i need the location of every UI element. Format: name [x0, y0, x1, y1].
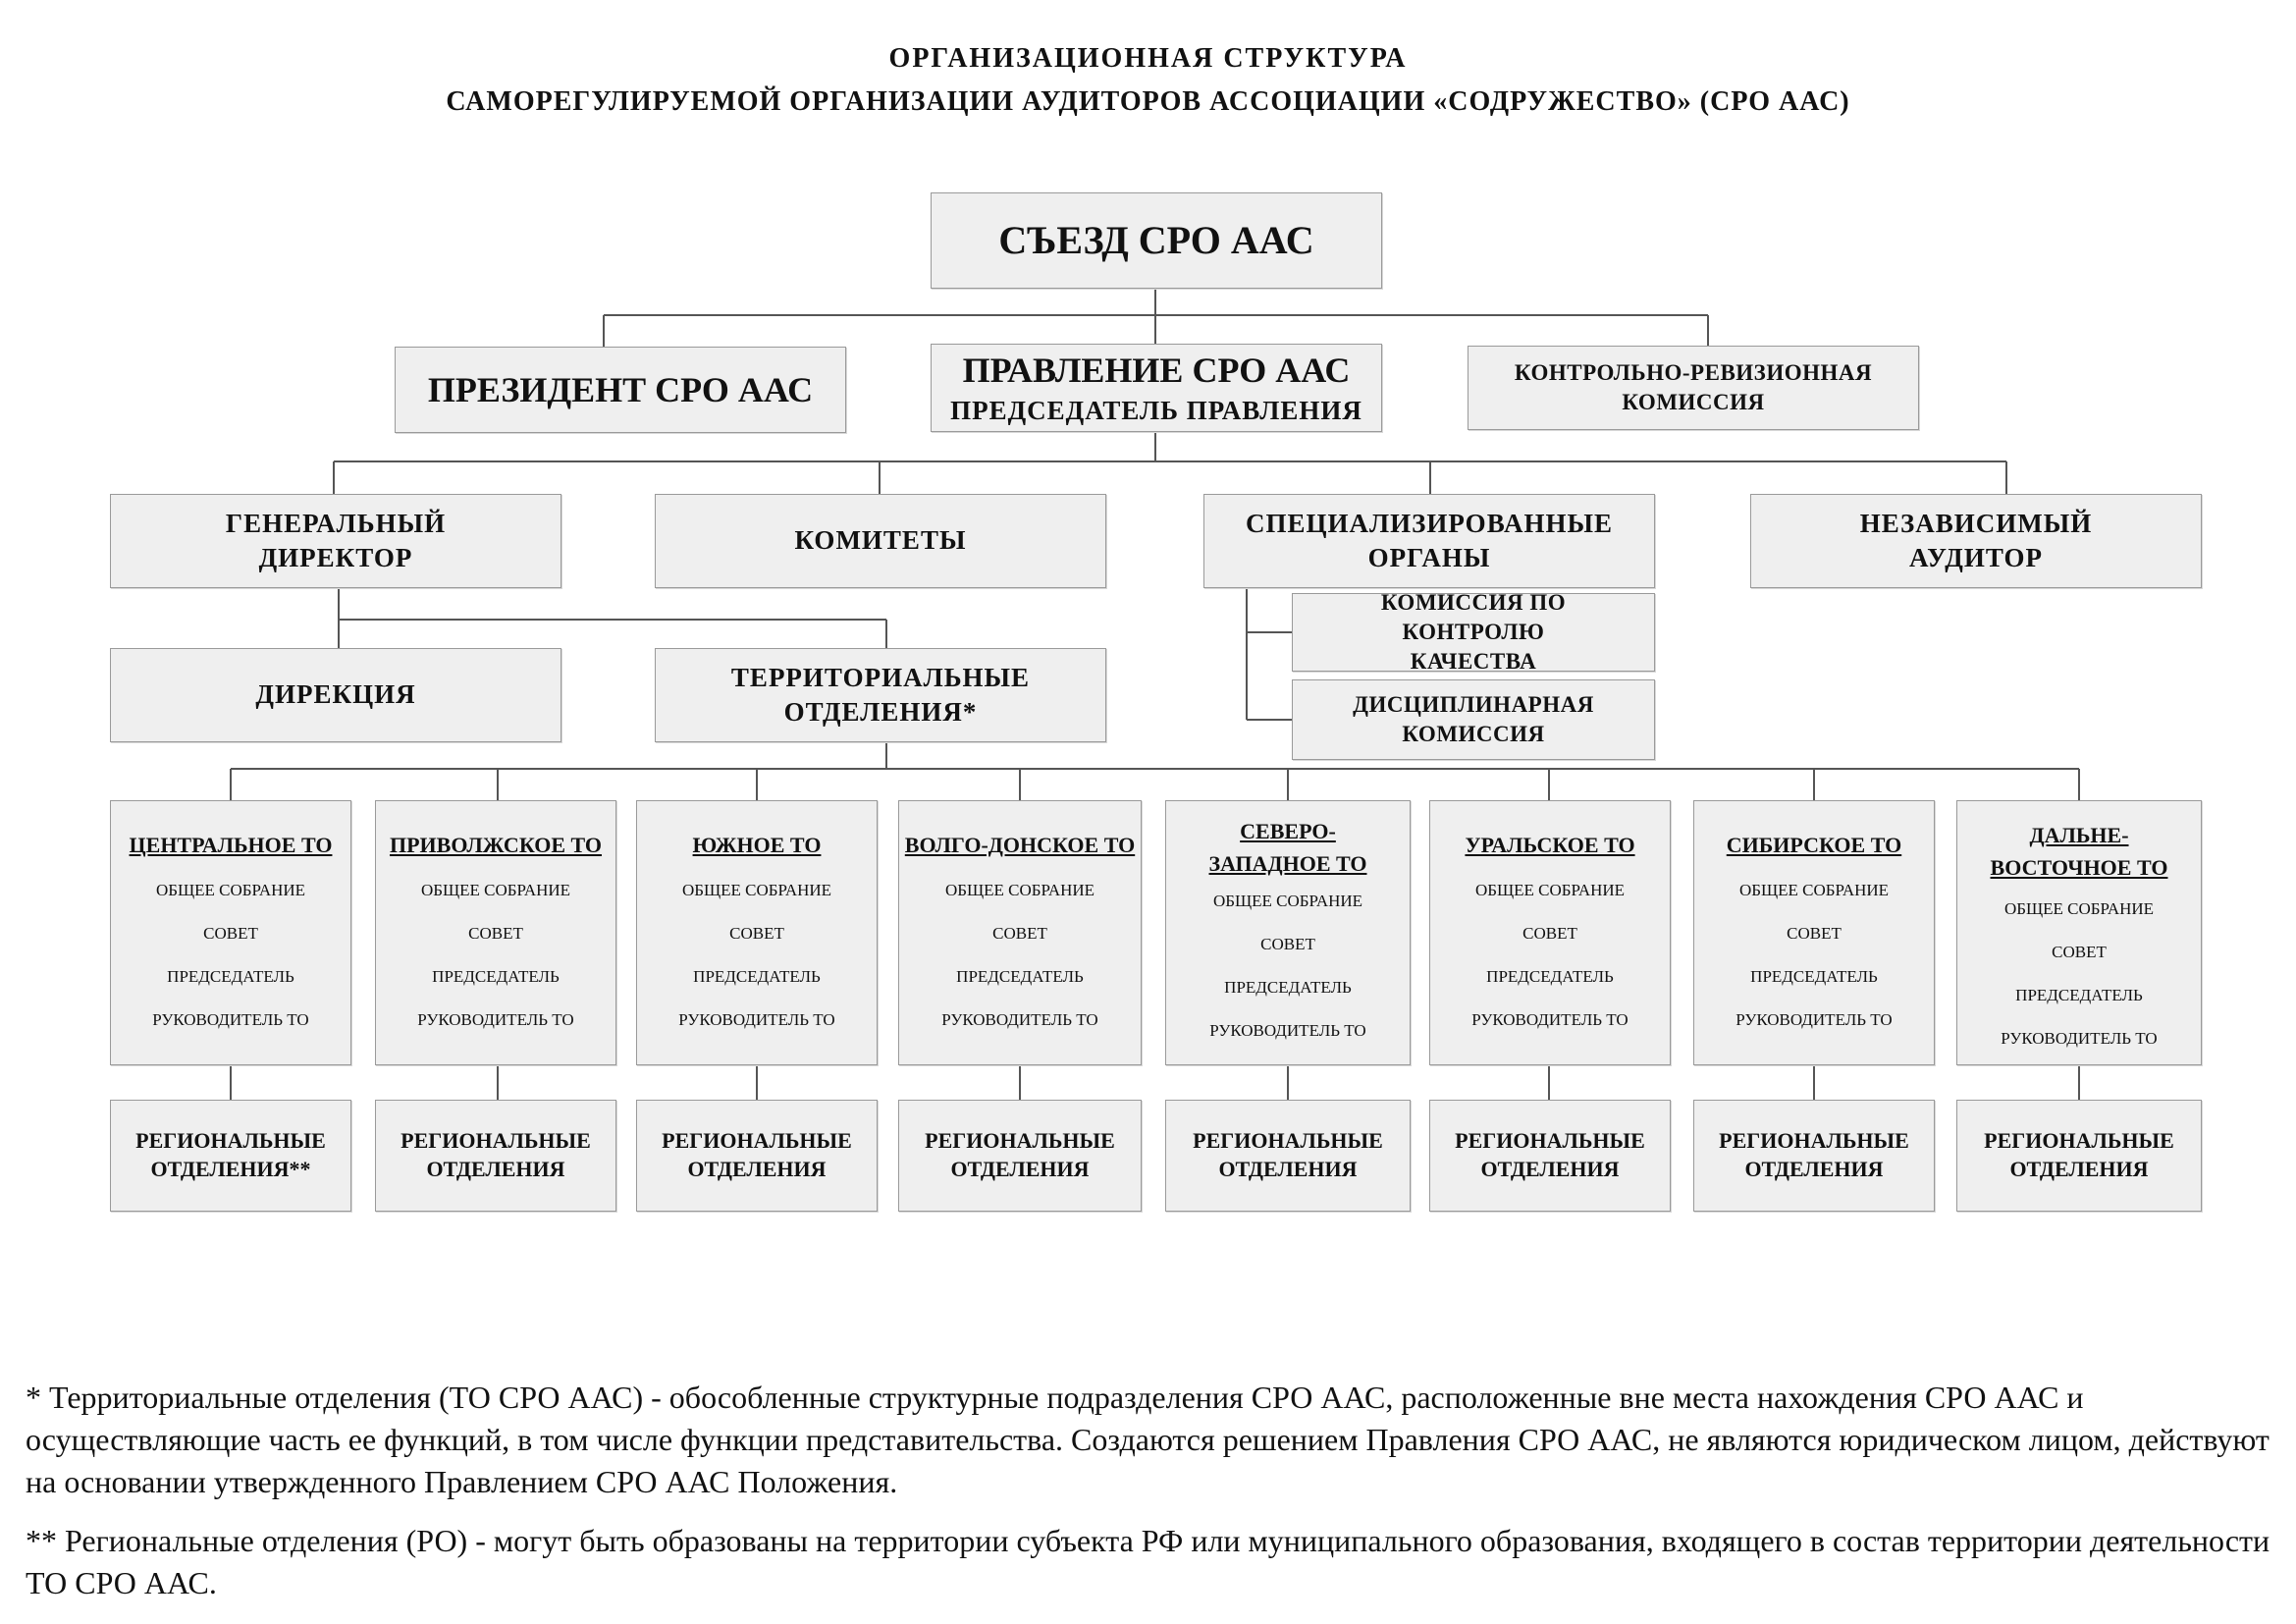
board-label: ПРАВЛЕНИЕ СРО ААС	[962, 351, 1351, 391]
to-role-item: ОБЩЕЕ СОБРАНИЕ	[1474, 881, 1626, 899]
disciplinary-commission-label: ДИСЦИПЛИНАРНАЯ КОМИССИЯ	[1353, 692, 1594, 746]
audit-commission-label: КОНТРОЛЬНО-РЕВИЗИОННАЯ КОМИССИЯ	[1514, 360, 1873, 414]
to-role-item: ПРЕДСЕДАТЕЛЬ	[432, 967, 560, 986]
regional-label: РЕГИОНАЛЬНЫЕ ОТДЕЛЕНИЯ	[1193, 1128, 1383, 1181]
to-role-item: ПРЕДСЕДАТЕЛЬ	[167, 967, 294, 986]
to-role-item: СОВЕТ	[1522, 924, 1577, 943]
to-name: ПРИВОЛЖСКОЕ ТО	[389, 833, 603, 857]
president-box	[395, 347, 846, 433]
audit-commission-box	[1468, 346, 1919, 430]
to-role-item: РУКОВОДИТЕЛЬ ТО	[152, 1010, 309, 1029]
regional-box-volga	[375, 1100, 616, 1212]
territorial-branches-box	[655, 648, 1106, 742]
to-role-item: СОВЕТ	[203, 924, 258, 943]
to-roles-list	[1471, 869, 1628, 1042]
to-roles-list	[1209, 880, 1365, 1053]
to-roles-list	[152, 869, 308, 1042]
to-role-item: РУКОВОДИТЕЛЬ ТО	[417, 1010, 574, 1029]
to-role-item: РУКОВОДИТЕЛЬ ТО	[1209, 1021, 1366, 1040]
to-roles-list	[417, 869, 573, 1042]
regional-box-ural	[1429, 1100, 1671, 1212]
specialized-bodies-label: СПЕЦИАЛИЗИРОВАННЫЕ ОРГАНЫ	[1245, 508, 1614, 572]
to-role-item: ПРЕДСЕДАТЕЛЬ	[2015, 986, 2143, 1004]
general-director-box	[110, 494, 561, 588]
to-role-item: РУКОВОДИТЕЛЬ ТО	[1735, 1010, 1893, 1029]
regional-label: РЕГИОНАЛЬНЫЕ ОТДЕЛЕНИЯ	[400, 1128, 591, 1181]
footnote-territorial: * Территориальные отделения (ТО СРО ААС) - обособленные структурные подразделения СРО ААС, расположенные вне места нахождения СРО ААС и осуществляющие часть ее функций, в том числе функции представительства. Создаются решением Правления СРО ААС, не являются юридическом лицом, действуют на основании утвержденного Правлением СРО ААС Положения.	[26, 1380, 2269, 1500]
to-box-volga-don	[898, 800, 1142, 1065]
regional-box-northwest	[1165, 1100, 1411, 1212]
independent-auditor-label: НЕЗАВИСИМЫЙ АУДИТОР	[1859, 508, 2093, 572]
to-roles-list	[2001, 888, 2157, 1060]
to-role-item: ОБЩЕЕ СОБРАНИЕ	[681, 881, 832, 899]
committees-box	[655, 494, 1106, 588]
to-role-item: СОВЕТ	[992, 924, 1047, 943]
regional-box-volga-don	[898, 1100, 1142, 1212]
congress-box	[931, 192, 1382, 289]
to-role-item: ОБЩЕЕ СОБРАНИЕ	[1212, 892, 1363, 910]
directorate-box	[110, 648, 561, 742]
regional-box-siberian	[1693, 1100, 1935, 1212]
board-chairman-label: ПРЕДСЕДАТЕЛЬ ПРАВЛЕНИЯ	[950, 395, 1362, 425]
footnote-regional: ** Региональные отделения (РО) - могут быть образованы на территории субъекта РФ или муниципального образования, входящего в состав территории деятельности ТО СРО ААС.	[26, 1523, 2270, 1601]
to-role-item: СОВЕТ	[468, 924, 523, 943]
regional-box-far-east	[1956, 1100, 2202, 1212]
to-box-siberian	[1693, 800, 1935, 1065]
to-role-item: ПРЕДСЕДАТЕЛЬ	[1486, 967, 1614, 986]
to-role-item: ОБЩЕЕ СОБРАНИЕ	[1738, 881, 1890, 899]
to-roles-list	[1735, 869, 1892, 1042]
to-box-south	[636, 800, 878, 1065]
regional-box-south	[636, 1100, 878, 1212]
to-name: ДАЛЬНЕ-ВОСТОЧНОЕ ТО	[1990, 823, 2168, 880]
to-role-item: РУКОВОДИТЕЛЬ ТО	[2001, 1029, 2158, 1048]
congress-label: СЪЕЗД СРО ААС	[998, 218, 1314, 262]
to-role-item: СОВЕТ	[1787, 924, 1842, 943]
to-name: УРАЛЬСКОЕ ТО	[1465, 833, 1635, 857]
committees-label: КОМИТЕТЫ	[794, 525, 967, 556]
to-role-item: ОБЩЕЕ СОБРАНИЕ	[944, 881, 1095, 899]
quality-commission-box	[1292, 590, 1655, 674]
to-name: СЕВЕРО-ЗАПАДНОЕ ТО	[1208, 819, 1367, 876]
to-name: ЮЖНОЕ ТО	[692, 833, 822, 857]
regional-label: РЕГИОНАЛЬНЫЕ ОТДЕЛЕНИЯ	[1984, 1128, 2174, 1181]
disciplinary-commission-box	[1292, 679, 1655, 760]
to-box-volga	[375, 800, 616, 1065]
to-role-item: ПРЕДСЕДАТЕЛЬ	[1224, 978, 1352, 997]
quality-commission-label: КОМИССИЯ ПО КОНТРОЛЮ КАЧЕСТВА	[1380, 590, 1567, 674]
to-role-item: ПРЕДСЕДАТЕЛЬ	[956, 967, 1084, 986]
regional-label: РЕГИОНАЛЬНЫЕ ОТДЕЛЕНИЯ**	[135, 1128, 326, 1181]
regional-label: РЕГИОНАЛЬНЫЕ ОТДЕЛЕНИЯ	[1719, 1128, 1909, 1181]
to-name: ЦЕНТРАЛЬНОЕ ТО	[129, 833, 333, 857]
general-director-label: ГЕНЕРАЛЬНЫЙ ДИРЕКТОР	[225, 508, 447, 572]
to-role-item: ПРЕДСЕДАТЕЛЬ	[1750, 967, 1878, 986]
territorial-branches-label: ТЕРРИТОРИАЛЬНЫЕ ОТДЕЛЕНИЯ*	[730, 662, 1031, 727]
to-role-item: СОВЕТ	[2052, 943, 2107, 961]
to-role-item: ПРЕДСЕДАТЕЛЬ	[693, 967, 821, 986]
president-label: ПРЕЗИДЕНТ СРО ААС	[427, 369, 814, 409]
regional-label: РЕГИОНАЛЬНЫЕ ОТДЕЛЕНИЯ	[1455, 1128, 1645, 1181]
board-box	[931, 344, 1382, 432]
regional-box-central	[110, 1100, 351, 1212]
to-role-item: ОБЩЕЕ СОБРАНИЕ	[155, 881, 306, 899]
to-roles-list	[941, 869, 1097, 1042]
to-role-item: СОВЕТ	[729, 924, 784, 943]
to-role-item: РУКОВОДИТЕЛЬ ТО	[941, 1010, 1098, 1029]
chart-title: ОРГАНИЗАЦИОННАЯ СТРУКТУРА	[888, 43, 1408, 74]
to-role-item: РУКОВОДИТЕЛЬ ТО	[678, 1010, 835, 1029]
to-name: ВОЛГО-ДОНСКОЕ ТО	[904, 833, 1136, 857]
directorate-label: ДИРЕКЦИЯ	[255, 679, 416, 710]
to-name: СИБИРСКОЕ ТО	[1726, 833, 1902, 857]
to-role-item: ОБЩЕЕ СОБРАНИЕ	[420, 881, 571, 899]
regional-label: РЕГИОНАЛЬНЫЕ ОТДЕЛЕНИЯ	[925, 1128, 1115, 1181]
to-role-item: ОБЩЕЕ СОБРАНИЕ	[2003, 899, 2155, 918]
chart-subtitle: САМОРЕГУЛИРУЕМОЙ ОРГАНИЗАЦИИ АУДИТОРОВ АССОЦИАЦИИ «СОДРУЖЕСТВО» (СРО ААС)	[446, 86, 1850, 117]
to-role-item: РУКОВОДИТЕЛЬ ТО	[1471, 1010, 1629, 1029]
to-role-item: СОВЕТ	[1260, 935, 1315, 953]
to-box-northwest	[1165, 800, 1411, 1065]
to-roles-list	[678, 869, 834, 1042]
independent-auditor-box	[1750, 494, 2202, 588]
regional-label: РЕГИОНАЛЬНЫЕ ОТДЕЛЕНИЯ	[662, 1128, 852, 1181]
to-box-ural	[1429, 800, 1671, 1065]
to-box-central	[110, 800, 351, 1065]
to-box-far-east	[1956, 800, 2202, 1065]
specialized-bodies-box	[1203, 494, 1655, 588]
